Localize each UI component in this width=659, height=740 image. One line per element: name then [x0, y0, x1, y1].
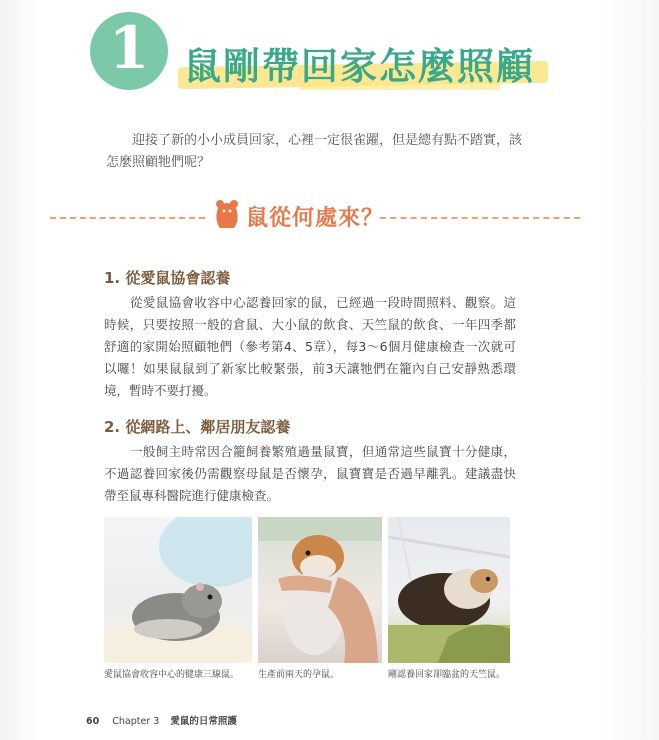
section-title: 鼠從何處來？ [246, 206, 385, 231]
section-divider-left [50, 217, 205, 219]
intro-paragraph [106, 130, 526, 174]
section-divider-right [380, 217, 580, 219]
photo-caption: 生產前兩天的孕鼠。 [258, 670, 340, 680]
chapter-number-badge [90, 12, 168, 90]
subsection-text: 從愛鼠協會收容中心認養回家的鼠，已經過一段時間照料、觀察。這時候，只要按照一般的倉鼠、大小鼠的飲食、天竺鼠的飲食、一年四季都舒適的家開始照顧牠們（參考第4、5章），每3～6個月健康檢查一次就可以囉！如果鼠鼠到了新家比較緊張，前3天讓牠們在籠內自己安靜熟悉環境，暫時不要打擾。 [104, 295, 516, 398]
subsection-text: 一般飼主時常因合籠飼養繁殖過量鼠寶，但通常這些鼠寶十分健康，不過認養回家後仍需觀察母鼠是否懷孕，鼠寶寶是否過早離乳。建議盡快帶至鼠專科醫院進行健康檢查。 [104, 444, 516, 503]
intro-text: 迎接了新的小小成員回家，心裡一定很雀躍，但是總有點不踏實，該怎麼照顧牠們呢？ [106, 133, 523, 170]
subsection-body-adoption-society [104, 292, 516, 402]
photo-striped-hamster [104, 517, 252, 663]
subsection-heading-online-neighbors: 2. 從網路上、鄰居朋友認養 [104, 418, 291, 436]
photo-caption: 愛鼠協會收容中心的健康三線鼠。 [104, 670, 240, 680]
page-number: 60 [86, 716, 100, 727]
hamster-silhouette-icon [214, 198, 240, 230]
subsection-heading-adoption-society: 1. 從愛鼠協會認養 [104, 269, 231, 287]
photo-guinea-pig [388, 517, 510, 663]
footer-chapter: Chapter 3 [112, 716, 160, 727]
footer-chapter-title: 愛鼠的日常照護 [170, 716, 237, 727]
hamster-photo-illustration [104, 517, 252, 663]
guinea-pig-photo-illustration [388, 517, 510, 663]
photo-caption: 剛認養回家卻臨盆的天竺鼠。 [388, 670, 506, 680]
photo-pregnant-hamster [258, 517, 382, 663]
page-footer [86, 713, 237, 727]
page-title: 鼠剛帶回家怎麼照顧 [184, 45, 535, 88]
chapter-number: 1 [108, 14, 150, 82]
subsection-body-online-neighbors [104, 441, 516, 507]
hamster-photo-illustration [258, 517, 382, 663]
